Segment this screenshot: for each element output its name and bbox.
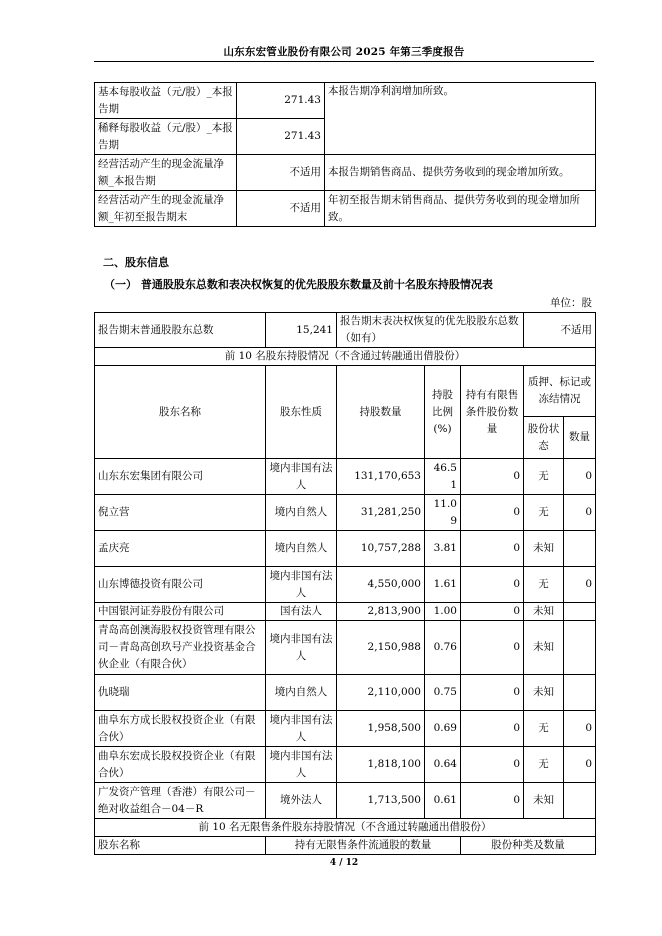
col-ratio: 持股比例(%) — [425, 366, 461, 459]
holder-name: 广发资产管理（香港）有限公司－绝对收益组合－04－R — [95, 783, 266, 819]
holder-status: 无 — [524, 495, 564, 531]
holder-nature: 境内非国有法人 — [266, 567, 337, 603]
holder-qty: 0 — [564, 567, 596, 603]
holder-ratio: 0.75 — [425, 675, 461, 711]
holder-shares: 2,813,900 — [337, 603, 425, 621]
holder-ratio: 0.69 — [425, 711, 461, 747]
holder-ratio: 1.00 — [425, 603, 461, 621]
holder-qty — [564, 621, 596, 675]
table-row — [95, 459, 596, 495]
holder-restricted: 0 — [461, 603, 524, 621]
col-nature: 股东性质 — [266, 366, 337, 459]
col-name: 股东名称 — [95, 366, 266, 459]
holder-qty — [564, 531, 596, 567]
section-subheading: （一） 普通股股东总数和表决权恢复的优先股股东数量及前十名股东持股情况表 — [104, 278, 493, 291]
indicator-name: 经营活动产生的现金流量净额_本报告期 — [95, 155, 237, 191]
eps-reason: 本报告期净利润增加所致。 — [325, 83, 596, 155]
indicator-value: 不适用 — [237, 191, 325, 227]
holder-shares: 131,170,653 — [337, 459, 425, 495]
holder-nature: 境内非国有法人 — [266, 459, 337, 495]
holder-nature: 境内非国有法人 — [266, 747, 337, 783]
col-unrestricted-shares: 持有无限售条件流通股的数量 — [266, 837, 461, 855]
holder-ratio: 1.61 — [425, 567, 461, 603]
holder-restricted: 0 — [461, 783, 524, 819]
holder-shares: 31,281,250 — [337, 495, 425, 531]
holder-name: 青岛高创澳海股权投资管理有限公司－青岛高创玖号产业投资基金合伙企业（有限合伙） — [95, 621, 266, 675]
holder-ratio: 0.76 — [425, 621, 461, 675]
section-title-row — [95, 819, 596, 837]
holder-name: 曲阜东方成长股权投资企业（有限合伙） — [95, 711, 266, 747]
holder-shares: 1,713,500 — [337, 783, 425, 819]
holder-nature: 境内自然人 — [266, 531, 337, 567]
holder-qty: 0 — [564, 459, 596, 495]
column-header-row — [95, 366, 596, 417]
holder-restricted: 0 — [461, 675, 524, 711]
indicator-reason: 年初至报告期末销售商品、提供劳务收到的现金增加所致。 — [325, 191, 596, 227]
holder-name: 仇晓瑞 — [95, 675, 266, 711]
summary-row — [95, 313, 596, 348]
holder-status: 未知 — [524, 675, 564, 711]
holder-shares: 2,110,000 — [337, 675, 425, 711]
holder-qty: 0 — [564, 747, 596, 783]
table-row — [95, 191, 596, 227]
holder-ratio: 46.51 — [425, 459, 461, 495]
holder-name: 曲阜东宏成长股权投资企业（有限合伙） — [95, 747, 266, 783]
holder-nature: 境内自然人 — [266, 495, 337, 531]
pref-holders-label: 报告期末表决权恢复的优先股股东总数（如有） — [337, 313, 524, 348]
indicator-table — [94, 82, 596, 227]
holder-shares: 10,757,288 — [337, 531, 425, 567]
holder-status: 未知 — [524, 531, 564, 567]
holder-restricted: 0 — [461, 567, 524, 603]
col-qty: 数量 — [564, 417, 596, 459]
indicator-name: 稀释每股收益（元/股）_本报告期 — [95, 119, 237, 155]
unrestricted-title: 前 10 名无限售条件股东持股情况（不含通过转融通出借股份） — [95, 819, 596, 837]
holder-shares: 2,150,988 — [337, 621, 425, 675]
holder-restricted: 0 — [461, 495, 524, 531]
holder-qty: 0 — [564, 495, 596, 531]
table-row — [95, 603, 596, 621]
page-header: 山东东宏管业股份有限公司 2025 年第三季度报告 — [223, 46, 465, 58]
unit-label: 单位：股 — [550, 297, 592, 309]
col-status: 股份状态 — [524, 417, 564, 459]
holder-restricted: 0 — [461, 459, 524, 495]
col-pledge: 质押、标记或冻结情况 — [524, 366, 596, 417]
col-unrestricted-type: 股份种类及数量 — [461, 837, 596, 855]
holder-ratio: 11.09 — [425, 495, 461, 531]
top10-title: 前 10 名股东持股情况（不含通过转融通出借股份） — [95, 348, 596, 366]
holder-status: 无 — [524, 711, 564, 747]
holder-restricted: 0 — [461, 747, 524, 783]
indicator-name: 基本每股收益（元/股）_本报告期 — [95, 83, 237, 119]
holder-name: 山东东宏集团有限公司 — [95, 459, 266, 495]
holder-qty — [564, 603, 596, 621]
holder-shares: 1,818,100 — [337, 747, 425, 783]
page-number: 4 / 12 — [329, 858, 359, 868]
table-row — [95, 711, 596, 747]
holder-nature: 境内自然人 — [266, 675, 337, 711]
table-row — [95, 495, 596, 531]
col-restricted: 持有有限售条件股份数量 — [461, 366, 524, 459]
holder-nature: 境内非国有法人 — [266, 711, 337, 747]
holder-restricted: 0 — [461, 711, 524, 747]
col-shares: 持股数量 — [337, 366, 425, 459]
holder-shares: 1,958,500 — [337, 711, 425, 747]
total-holders-value: 15,241 — [266, 313, 337, 348]
holder-name: 中国银河证券股份有限公司 — [95, 603, 266, 621]
holder-status: 未知 — [524, 621, 564, 675]
table-row — [95, 747, 596, 783]
col-unrestricted-name: 股东名称 — [95, 837, 266, 855]
holder-status: 无 — [524, 747, 564, 783]
table-row — [95, 783, 596, 819]
holder-ratio: 3.81 — [425, 531, 461, 567]
indicator-value: 271.43 — [237, 83, 325, 119]
holder-name: 山东博德投资有限公司 — [95, 567, 266, 603]
header-rule — [94, 61, 594, 62]
holder-name: 倪立营 — [95, 495, 266, 531]
table-row — [95, 675, 596, 711]
indicator-value: 271.43 — [237, 119, 325, 155]
holder-qty — [564, 783, 596, 819]
indicator-name: 经营活动产生的现金流量净额_年初至报告期末 — [95, 191, 237, 227]
holder-nature: 境外法人 — [266, 783, 337, 819]
holder-shares: 4,550,000 — [337, 567, 425, 603]
indicator-value: 不适用 — [237, 155, 325, 191]
holder-ratio: 0.64 — [425, 747, 461, 783]
table-row — [95, 621, 596, 675]
column-header-row — [95, 837, 596, 855]
holder-qty — [564, 675, 596, 711]
table-row — [95, 83, 596, 119]
holder-nature: 国有法人 — [266, 603, 337, 621]
table-row — [95, 531, 596, 567]
holder-restricted: 0 — [461, 621, 524, 675]
holder-status: 未知 — [524, 603, 564, 621]
holder-nature: 境内非国有法人 — [266, 621, 337, 675]
holder-status: 无 — [524, 567, 564, 603]
holder-status: 未知 — [524, 783, 564, 819]
pref-holders-value: 不适用 — [524, 313, 596, 348]
holder-ratio: 0.61 — [425, 783, 461, 819]
holder-name: 孟庆亮 — [95, 531, 266, 567]
holder-restricted: 0 — [461, 531, 524, 567]
shareholder-table — [94, 312, 596, 855]
section-title-row — [95, 348, 596, 366]
total-holders-label: 报告期末普通股股东总数 — [95, 313, 266, 348]
indicator-reason: 本报告期销售商品、提供劳务收到的现金增加所致。 — [325, 155, 596, 191]
table-row — [95, 567, 596, 603]
table-row — [95, 155, 596, 191]
section-heading: 二、股东信息 — [103, 256, 169, 269]
holder-qty: 0 — [564, 711, 596, 747]
holder-status: 无 — [524, 459, 564, 495]
